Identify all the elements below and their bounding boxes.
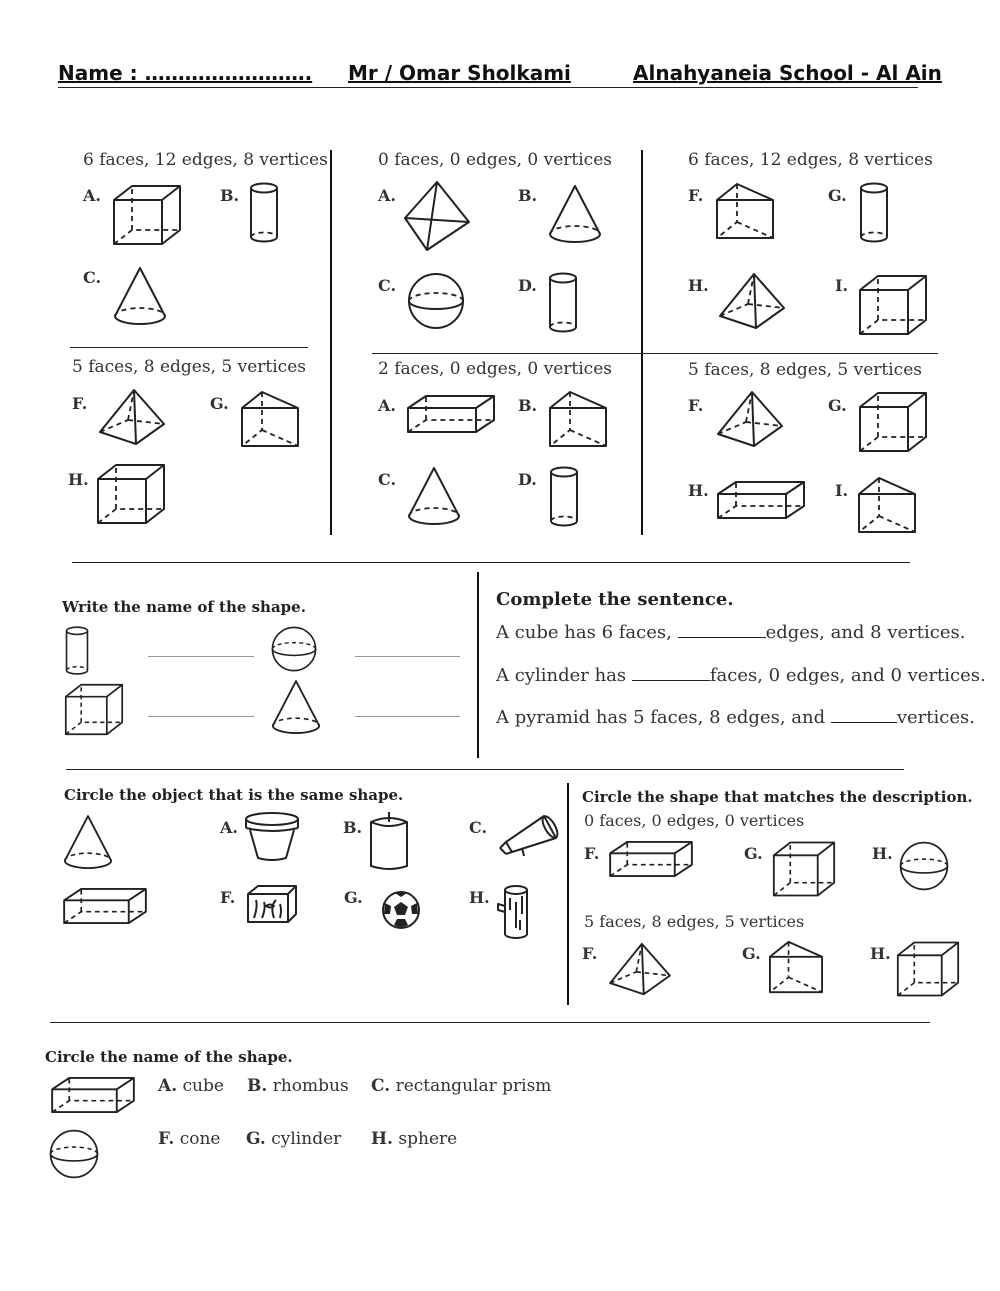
candle-icon[interactable]	[367, 810, 411, 872]
box-tl-cube-icon[interactable]	[112, 184, 182, 246]
sentence-pyramid-end: vertices.	[896, 707, 975, 728]
box-tr-label-f: F.	[688, 186, 704, 205]
section-divider-v1	[477, 572, 479, 758]
desc1-sphere-icon[interactable]	[898, 840, 950, 892]
box-bl-cube-icon[interactable]	[96, 463, 166, 525]
name-option-h-letter: H.	[371, 1129, 393, 1149]
box-tm-cone-icon[interactable]	[547, 184, 603, 246]
sentence-cylinder-start: A cylinder has	[496, 665, 632, 686]
section-divider-2	[66, 769, 904, 770]
box-tr-caption: 6 faces, 12 edges, 8 vertices	[688, 150, 933, 170]
box-tr-triangular-prism-icon[interactable]	[715, 182, 775, 240]
flowerpot-icon[interactable]	[244, 812, 300, 862]
box-tm-caption: 0 faces, 0 edges, 0 vertices	[378, 150, 612, 170]
box-tr-cube-icon[interactable]	[858, 274, 928, 336]
grid-divider-left	[330, 150, 332, 535]
object-prompt-cone-icon	[62, 814, 114, 872]
desc2-caption: 5 faces, 8 edges, 5 vertices	[584, 912, 805, 931]
desc1-label-g: G.	[744, 844, 763, 863]
box-tm-cylinder-icon[interactable]	[547, 272, 579, 334]
desc1-cube-icon[interactable]	[772, 840, 836, 898]
box-tr-cylinder-icon[interactable]	[858, 182, 890, 244]
object-label-g: G.	[344, 888, 363, 907]
box-tr-label-h: H.	[688, 276, 709, 295]
box-tl-label-c: C.	[83, 268, 102, 287]
box-bl-caption: 5 faces, 8 edges, 5 vertices	[72, 357, 306, 377]
box-bl-label-h: H.	[68, 470, 89, 489]
desc2-label-f: F.	[582, 944, 598, 963]
box-tl-label-a: A.	[83, 186, 101, 205]
box-bm-cone-icon[interactable]	[406, 466, 462, 528]
sentence-cube-start: A cube has 6 faces,	[496, 622, 678, 643]
soccer-ball-icon[interactable]	[381, 890, 421, 930]
box-tm-label-c: C.	[378, 276, 397, 295]
box-br-label-g: G.	[828, 396, 847, 415]
name-sphere-icon	[48, 1128, 100, 1180]
name-option-h[interactable]	[371, 1129, 457, 1149]
desc2-pyramid-icon[interactable]	[608, 942, 672, 998]
blank-cube-edges[interactable]	[678, 621, 766, 638]
box-bl-label-g: G.	[210, 394, 229, 413]
box-tm-tetrahedron-icon[interactable]	[403, 180, 471, 252]
grid-divider-right	[641, 150, 643, 535]
sentence-cube-end: edges, and 8 vertices.	[765, 622, 966, 643]
box-br-triangular-prism-icon[interactable]	[857, 476, 917, 534]
box-tl-cone-icon[interactable]	[112, 266, 168, 328]
circle-desc-title: Circle the shape that matches the description.	[582, 788, 973, 806]
object-label-b: B.	[343, 818, 363, 837]
grid-divider-h-right	[372, 353, 938, 354]
name-option-b-text: rhombus	[272, 1076, 349, 1096]
teacher-name: Mr / Omar Sholkami	[348, 61, 571, 85]
box-tl-cylinder-icon[interactable]	[248, 182, 280, 244]
box-bm-cylinder-icon[interactable]	[548, 466, 580, 528]
name-option-g[interactable]	[246, 1129, 341, 1149]
section-divider-3	[50, 1022, 930, 1023]
object-label-f: F.	[220, 888, 236, 907]
box-bm-rectangular-prism-icon[interactable]	[406, 394, 496, 434]
box-tm-label-d: D.	[518, 276, 537, 295]
box-tm-label-b: B.	[518, 186, 538, 205]
name-field-label: Name : …………………….	[58, 61, 313, 85]
name-option-a-letter: A.	[158, 1076, 178, 1096]
sentence-pyramid	[496, 706, 975, 728]
name-option-f-letter: F.	[158, 1129, 175, 1149]
write-answer-line-1[interactable]	[148, 656, 254, 657]
box-bm-triangular-prism-icon[interactable]	[548, 390, 608, 448]
name-option-a[interactable]	[158, 1076, 224, 1096]
sentence-cube	[496, 621, 965, 643]
desc2-label-h: H.	[870, 944, 891, 963]
box-tm-label-a: A.	[378, 186, 396, 205]
box-tr-pyramid-icon[interactable]	[718, 272, 786, 332]
name-option-c[interactable]	[371, 1076, 551, 1096]
box-tl-caption: 6 faces, 12 edges, 8 vertices	[83, 150, 328, 170]
header-underline	[58, 87, 918, 88]
name-option-g-letter: G.	[246, 1129, 266, 1149]
box-br-label-f: F.	[688, 396, 704, 415]
megaphone-icon[interactable]	[498, 812, 560, 858]
box-br-caption: 5 faces, 8 edges, 5 vertices	[688, 360, 922, 380]
box-tr-label-i: I.	[835, 276, 849, 295]
write-sphere-icon	[270, 625, 318, 673]
box-bm-caption: 2 faces, 0 edges, 0 vertices	[378, 359, 612, 379]
circle-name-title: Circle the name of the shape.	[45, 1048, 293, 1066]
desc1-label-f: F.	[584, 844, 600, 863]
name-option-f-text: cone	[179, 1129, 221, 1149]
write-name-title: Write the name of the shape.	[62, 598, 306, 616]
box-bl-label-f: F.	[72, 394, 88, 413]
blank-pyramid-vertices[interactable]	[831, 706, 897, 723]
name-option-b-letter: B.	[247, 1076, 268, 1096]
sentence-cylinder	[496, 664, 986, 686]
name-option-c-text: rectangular prism	[395, 1076, 552, 1096]
name-option-b[interactable]	[247, 1076, 349, 1096]
grid-divider-h-left	[70, 347, 308, 348]
circle-object-title: Circle the object that is the same shape.	[64, 786, 404, 804]
name-option-h-text: sphere	[398, 1129, 458, 1149]
sentence-pyramid-start: A pyramid has 5 faces, 8 edges, and	[496, 707, 831, 728]
aquarium-icon[interactable]	[246, 884, 298, 924]
write-answer-line-2[interactable]	[355, 656, 460, 657]
blank-cylinder-faces[interactable]	[632, 664, 710, 681]
object-prompt-prism-icon	[62, 887, 148, 925]
box-bm-label-c: C.	[378, 470, 397, 489]
name-rectangular-prism-icon	[50, 1076, 136, 1114]
desc2-cube-icon[interactable]	[896, 940, 960, 998]
school-name: Alnahyaneia School - Al Ain	[633, 61, 942, 85]
desc2-triangular-prism-icon[interactable]	[768, 940, 824, 994]
box-tr-label-g: G.	[828, 186, 847, 205]
write-cone-icon	[270, 679, 322, 737]
box-br-label-h: H.	[688, 481, 709, 500]
object-label-h: H.	[469, 888, 490, 907]
box-bm-label-a: A.	[378, 396, 396, 415]
name-option-a-text: cube	[182, 1076, 224, 1096]
sentence-cylinder-end: faces, 0 edges, and 0 vertices.	[709, 665, 986, 686]
box-br-cube-icon[interactable]	[858, 391, 928, 453]
write-cube-icon	[64, 683, 124, 736]
object-label-c: C.	[469, 818, 488, 837]
box-tm-sphere-icon[interactable]	[406, 271, 466, 331]
name-option-f[interactable]	[158, 1129, 220, 1149]
section-divider-v2	[567, 783, 569, 1005]
desc1-caption: 0 faces, 0 edges, 0 vertices	[584, 811, 805, 830]
desc1-label-h: H.	[872, 844, 893, 863]
box-bm-label-d: D.	[518, 470, 537, 489]
complete-title: Complete the sentence.	[496, 589, 734, 610]
box-bl-pyramid-icon[interactable]	[98, 388, 166, 448]
name-option-c-letter: C.	[371, 1076, 391, 1096]
box-br-label-i: I.	[835, 481, 849, 500]
box-tl-label-b: B.	[220, 186, 240, 205]
log-icon[interactable]	[496, 884, 530, 940]
box-br-pyramid-icon[interactable]	[716, 390, 784, 450]
section-divider-1	[72, 562, 910, 563]
box-br-rectangular-prism-icon[interactable]	[716, 480, 806, 520]
box-bm-label-b: B.	[518, 396, 538, 415]
write-cylinder-icon	[62, 626, 92, 676]
desc1-rectangular-prism-icon[interactable]	[608, 840, 694, 878]
box-bl-triangular-prism-icon[interactable]	[240, 390, 300, 448]
write-answer-line-3[interactable]	[148, 716, 254, 717]
name-option-g-text: cylinder	[271, 1129, 342, 1149]
write-answer-line-4[interactable]	[355, 716, 460, 717]
desc2-label-g: G.	[742, 944, 761, 963]
object-label-a: A.	[220, 818, 238, 837]
